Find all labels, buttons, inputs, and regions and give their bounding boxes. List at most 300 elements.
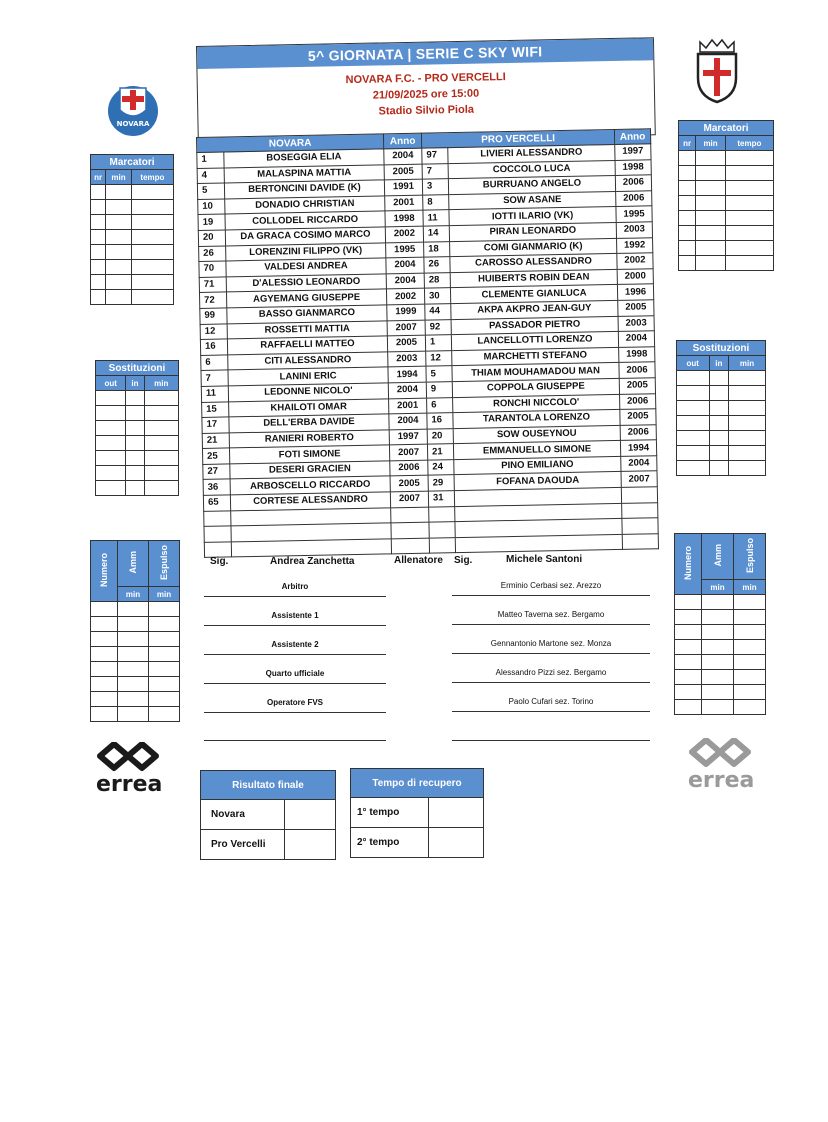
- empty-cell[interactable]: [144, 451, 178, 466]
- empty-cell[interactable]: [91, 200, 106, 215]
- home-player-year: 1999: [387, 304, 425, 320]
- final-result-box: [200, 770, 336, 860]
- home-player-number: 20: [198, 230, 225, 246]
- empty-cell[interactable]: [702, 670, 734, 685]
- empty-cell[interactable]: [149, 662, 180, 677]
- empty-cell[interactable]: [702, 700, 734, 715]
- away-player-number: 30: [424, 288, 450, 304]
- away-player-year: 2005: [619, 378, 655, 394]
- empty-row: [679, 226, 774, 241]
- away-player-year: 2006: [620, 393, 656, 409]
- empty-cell[interactable]: [696, 166, 725, 181]
- empty-cell[interactable]: [677, 461, 710, 476]
- empty-cell[interactable]: [677, 446, 710, 461]
- empty-cell[interactable]: [734, 640, 766, 655]
- away-player-year: [622, 502, 658, 518]
- home-player-year: 2007: [387, 320, 425, 336]
- away-player-year: 2003: [618, 315, 654, 331]
- home-player-year: 2004: [386, 257, 424, 273]
- novara-logo-label: NOVARA: [116, 120, 150, 128]
- home-player-year: 2005: [390, 476, 428, 492]
- away-cards-table: [674, 533, 766, 715]
- home-coach-name: Andrea Zanchetta: [270, 556, 355, 567]
- match-title: 5^ GIORNATA | SERIE C SKY WIFI: [197, 38, 653, 69]
- home-player-name: CORTESE ALESSANDRO: [230, 492, 390, 511]
- away-player-number: 26: [424, 257, 450, 273]
- official-role: Operatore FVS: [266, 698, 323, 707]
- match-venue: Stadio Silvio Piola: [378, 103, 475, 118]
- empty-row: [679, 256, 774, 271]
- empty-cell[interactable]: [702, 610, 734, 625]
- away-player-number: 24: [428, 459, 454, 475]
- home-player-name: COLLODEL RICCARDO: [225, 211, 385, 230]
- home-player-year: 1997: [389, 429, 427, 445]
- home-scorers-title: Marcatori: [91, 155, 174, 170]
- empty-cell[interactable]: [118, 692, 149, 707]
- home-player-number: [204, 526, 231, 542]
- empty-cell[interactable]: [709, 371, 729, 386]
- away-player-number: [429, 506, 455, 522]
- empty-cell[interactable]: [725, 151, 773, 166]
- empty-cell[interactable]: [144, 466, 178, 481]
- away-player-number: 44: [425, 304, 451, 320]
- empty-cell[interactable]: [709, 431, 729, 446]
- empty-cell[interactable]: [131, 275, 173, 290]
- home-scorers-table: [90, 154, 174, 305]
- empty-cell[interactable]: [106, 260, 132, 275]
- empty-cell[interactable]: [729, 386, 766, 401]
- empty-cell[interactable]: [729, 431, 766, 446]
- empty-cell[interactable]: [144, 436, 178, 451]
- empty-cell[interactable]: [91, 647, 118, 662]
- away-scorers-title: Marcatori: [679, 121, 774, 136]
- home-player-number: 15: [202, 401, 229, 417]
- home-player-year: 2004: [388, 382, 426, 398]
- empty-cell[interactable]: [696, 181, 725, 196]
- empty-cell[interactable]: [118, 617, 149, 632]
- empty-cell[interactable]: [729, 446, 766, 461]
- signature-line: [452, 740, 650, 741]
- away-player-year: [622, 534, 658, 550]
- away-player-name: LANCELLOTTI LORENZO: [451, 332, 618, 351]
- empty-cell[interactable]: [131, 230, 173, 245]
- empty-cell[interactable]: [696, 256, 725, 271]
- empty-row: [91, 647, 180, 662]
- empty-cell[interactable]: [91, 230, 106, 245]
- away-player-year: 1997: [615, 144, 651, 160]
- empty-cell[interactable]: [696, 241, 725, 256]
- home-player-name: LEDONNE NICOLO': [228, 383, 388, 402]
- signature-line: [452, 624, 650, 625]
- empty-cell[interactable]: [131, 200, 173, 215]
- empty-row: [675, 685, 766, 700]
- recovery-first-half: 1° tempo: [351, 798, 429, 828]
- home-player-name: LORENZINI FILIPPO (VK): [226, 242, 386, 261]
- away-player-number: 8: [423, 194, 449, 210]
- home-player-name: VALDESI ANDREA: [226, 258, 386, 277]
- home-player-number: 7: [201, 370, 228, 386]
- home-player-number: 4: [197, 168, 224, 184]
- home-year-header: Anno: [383, 133, 421, 149]
- signature-line: [204, 712, 386, 713]
- empty-cell[interactable]: [702, 655, 734, 670]
- empty-row: [91, 290, 174, 305]
- empty-cell[interactable]: [118, 677, 149, 692]
- empty-row: [91, 230, 174, 245]
- home-player-number: 71: [199, 277, 226, 293]
- col-amm: Amm: [712, 544, 723, 567]
- signature-line: [452, 653, 650, 654]
- empty-cell[interactable]: [734, 700, 766, 715]
- empty-cell[interactable]: [729, 416, 766, 431]
- empty-row: [96, 406, 179, 421]
- away-player-number: 9: [426, 382, 452, 398]
- empty-cell[interactable]: [675, 625, 702, 640]
- away-player-year: 2006: [616, 191, 652, 207]
- empty-cell[interactable]: [149, 707, 180, 722]
- away-team-header: PRO VERCELLI: [421, 129, 614, 148]
- empty-cell[interactable]: [91, 707, 118, 722]
- pro-vercelli-logo: [692, 38, 742, 104]
- col-espulso-min: min: [149, 587, 180, 602]
- empty-cell[interactable]: [91, 632, 118, 647]
- empty-cell[interactable]: [696, 211, 725, 226]
- empty-cell[interactable]: [675, 655, 702, 670]
- empty-cell[interactable]: [725, 226, 773, 241]
- away-player-year: 2006: [615, 175, 651, 191]
- errea-logo-left: [96, 742, 163, 800]
- empty-row: [679, 166, 774, 181]
- empty-cell[interactable]: [106, 185, 132, 200]
- away-player-number: 1: [425, 335, 451, 351]
- empty-cell[interactable]: [679, 181, 696, 196]
- empty-cell[interactable]: [91, 677, 118, 692]
- empty-cell[interactable]: [118, 707, 149, 722]
- away-player-year: [622, 518, 658, 534]
- empty-cell[interactable]: [149, 677, 180, 692]
- empty-cell[interactable]: [725, 181, 773, 196]
- final-result-home-score[interactable]: [285, 800, 336, 830]
- empty-row: [677, 371, 766, 386]
- home-player-number: 10: [198, 199, 225, 215]
- empty-cell[interactable]: [709, 446, 729, 461]
- home-player-year: 1991: [384, 179, 422, 195]
- empty-cell[interactable]: [675, 670, 702, 685]
- empty-cell[interactable]: [725, 241, 773, 256]
- empty-cell[interactable]: [734, 625, 766, 640]
- empty-cell[interactable]: [91, 260, 106, 275]
- official-role: Arbitro: [281, 582, 309, 591]
- empty-cell[interactable]: [729, 371, 766, 386]
- match-header: [196, 37, 656, 144]
- empty-cell[interactable]: [144, 421, 178, 436]
- empty-cell[interactable]: [729, 461, 766, 476]
- empty-cell[interactable]: [729, 401, 766, 416]
- empty-cell[interactable]: [675, 595, 702, 610]
- home-player-name: KHAILOTI OMAR: [229, 398, 389, 417]
- away-player-year: 2006: [619, 362, 655, 378]
- empty-cell[interactable]: [734, 595, 766, 610]
- empty-cell[interactable]: [734, 670, 766, 685]
- empty-cell[interactable]: [144, 391, 178, 406]
- empty-row: [679, 181, 774, 196]
- empty-cell[interactable]: [96, 406, 126, 421]
- empty-cell[interactable]: [709, 461, 729, 476]
- empty-cell[interactable]: [725, 196, 773, 211]
- empty-cell[interactable]: [131, 215, 173, 230]
- home-player-number: 36: [203, 479, 230, 495]
- empty-cell[interactable]: [677, 416, 710, 431]
- home-player-number: 19: [198, 214, 225, 230]
- empty-cell[interactable]: [675, 685, 702, 700]
- empty-cell[interactable]: [131, 245, 173, 260]
- empty-cell[interactable]: [677, 386, 710, 401]
- empty-row: [96, 451, 179, 466]
- empty-row: [91, 185, 174, 200]
- recovery-second-half-value[interactable]: [429, 828, 484, 858]
- empty-cell[interactable]: [96, 481, 126, 496]
- empty-cell[interactable]: [144, 406, 178, 421]
- empty-cell[interactable]: [91, 215, 106, 230]
- home-player-year: [391, 507, 429, 523]
- col-amm: Amm: [128, 551, 138, 574]
- empty-cell[interactable]: [131, 260, 173, 275]
- signature-line: [452, 682, 650, 683]
- home-player-number: 65: [203, 495, 230, 511]
- empty-cell[interactable]: [734, 610, 766, 625]
- away-subs-title: Sostituzioni: [677, 341, 766, 356]
- away-player-name: RONCHI NICCOLO': [453, 394, 620, 413]
- col-espulso: Espulso: [159, 544, 169, 580]
- away-player-year: 1996: [617, 284, 653, 300]
- empty-cell[interactable]: [91, 275, 106, 290]
- away-player-name: BURRUANO ANGELO: [448, 176, 615, 195]
- away-player-number: 97: [422, 148, 448, 164]
- home-cards-table: [90, 540, 180, 722]
- empty-cell[interactable]: [126, 481, 144, 496]
- empty-cell[interactable]: [734, 655, 766, 670]
- signature-line: [452, 711, 650, 712]
- empty-cell[interactable]: [725, 166, 773, 181]
- home-player-year: 1998: [385, 211, 423, 227]
- empty-cell[interactable]: [679, 256, 696, 271]
- away-player-name: TARANTOLA LORENZO: [453, 410, 620, 429]
- col-nr: nr: [91, 170, 106, 185]
- officials-section: [204, 550, 654, 746]
- home-player-name: CITI ALESSANDRO: [228, 352, 388, 371]
- empty-cell[interactable]: [131, 290, 173, 305]
- away-player-year: 1995: [616, 206, 652, 222]
- empty-cell[interactable]: [679, 166, 696, 181]
- empty-cell[interactable]: [91, 245, 106, 260]
- empty-cell[interactable]: [106, 200, 132, 215]
- empty-cell[interactable]: [106, 275, 132, 290]
- empty-cell[interactable]: [149, 647, 180, 662]
- empty-cell[interactable]: [725, 211, 773, 226]
- empty-cell[interactable]: [679, 151, 696, 166]
- home-player-number: 72: [199, 292, 226, 308]
- away-player-number: 3: [422, 179, 448, 195]
- final-result-home: Novara: [201, 800, 285, 830]
- empty-cell[interactable]: [709, 386, 729, 401]
- empty-cell[interactable]: [677, 401, 710, 416]
- signature-line: [452, 595, 650, 596]
- away-subs-table: [676, 340, 766, 476]
- col-out: out: [96, 376, 126, 391]
- empty-cell[interactable]: [106, 290, 132, 305]
- empty-cell[interactable]: [149, 632, 180, 647]
- empty-cell[interactable]: [144, 481, 178, 496]
- empty-cell[interactable]: [126, 466, 144, 481]
- final-result-away-score[interactable]: [285, 830, 336, 860]
- home-player-name: DESERI GRACIEN: [230, 461, 390, 480]
- empty-cell[interactable]: [91, 692, 118, 707]
- home-player-name: FOTI SIMONE: [229, 445, 389, 464]
- recovery-second-half: 2° tempo: [351, 828, 429, 858]
- empty-cell[interactable]: [91, 185, 106, 200]
- empty-row: [675, 700, 766, 715]
- empty-row: [675, 655, 766, 670]
- away-player-number: 18: [424, 241, 450, 257]
- home-player-year: 1995: [386, 242, 424, 258]
- recovery-first-half-value[interactable]: [429, 798, 484, 828]
- empty-cell[interactable]: [702, 640, 734, 655]
- empty-cell[interactable]: [677, 431, 710, 446]
- empty-cell[interactable]: [696, 196, 725, 211]
- signature-line: [204, 740, 386, 741]
- empty-row: [91, 617, 180, 632]
- away-player-name: CAROSSO ALESSANDRO: [450, 254, 617, 273]
- col-tempo: tempo: [131, 170, 173, 185]
- empty-row: [677, 401, 766, 416]
- empty-row: [91, 245, 174, 260]
- away-player-name: COCCOLO LUCA: [448, 160, 615, 179]
- empty-cell[interactable]: [679, 196, 696, 211]
- away-sig-label: Sig.: [454, 555, 473, 566]
- col-min: min: [729, 356, 766, 371]
- empty-cell[interactable]: [702, 625, 734, 640]
- away-player-name: COMI GIANMARIO (K): [450, 238, 617, 257]
- empty-cell[interactable]: [679, 211, 696, 226]
- empty-cell[interactable]: [118, 632, 149, 647]
- away-player-year: 2004: [621, 456, 657, 472]
- empty-cell[interactable]: [677, 371, 710, 386]
- empty-cell[interactable]: [149, 617, 180, 632]
- empty-cell[interactable]: [118, 662, 149, 677]
- empty-cell[interactable]: [131, 185, 173, 200]
- empty-cell[interactable]: [96, 451, 126, 466]
- coach-label: Allenatore: [394, 555, 443, 566]
- empty-cell[interactable]: [126, 391, 144, 406]
- home-player-name: ARBOSCELLO RICCARDO: [230, 476, 390, 495]
- empty-cell[interactable]: [709, 401, 729, 416]
- empty-cell[interactable]: [149, 692, 180, 707]
- empty-cell[interactable]: [696, 226, 725, 241]
- empty-row: [675, 625, 766, 640]
- empty-cell[interactable]: [96, 391, 126, 406]
- novara-logo: [106, 80, 160, 138]
- empty-cell[interactable]: [702, 595, 734, 610]
- empty-cell[interactable]: [734, 685, 766, 700]
- home-player-name: DA GRACA COSIMO MARCO: [225, 227, 385, 246]
- empty-cell[interactable]: [106, 230, 132, 245]
- empty-cell[interactable]: [725, 256, 773, 271]
- empty-cell[interactable]: [675, 700, 702, 715]
- home-player-year: 2007: [390, 491, 428, 507]
- away-player-number: 6: [427, 397, 453, 413]
- home-player-year: 1994: [388, 366, 426, 382]
- empty-cell[interactable]: [96, 466, 126, 481]
- match-datetime: 21/09/2025 ore 15:00: [372, 87, 480, 102]
- empty-cell[interactable]: [106, 245, 132, 260]
- home-player-year: 2002: [386, 288, 424, 304]
- home-player-name: DONADIO CHRISTIAN: [225, 196, 385, 215]
- empty-cell[interactable]: [118, 602, 149, 617]
- col-in: in: [709, 356, 729, 371]
- empty-cell[interactable]: [96, 436, 126, 451]
- empty-cell[interactable]: [106, 215, 132, 230]
- empty-cell[interactable]: [149, 602, 180, 617]
- empty-row: [96, 466, 179, 481]
- empty-cell[interactable]: [709, 416, 729, 431]
- col-in: in: [126, 376, 144, 391]
- home-player-year: 2002: [385, 226, 423, 242]
- empty-row: [91, 632, 180, 647]
- away-player-number: 29: [428, 475, 454, 491]
- away-player-year: 2003: [616, 222, 652, 238]
- empty-cell[interactable]: [118, 647, 149, 662]
- home-player-number: 16: [200, 339, 227, 355]
- away-player-year: 2002: [617, 253, 653, 269]
- away-player-name: SOW ASANE: [449, 191, 616, 210]
- home-player-year: 2001: [389, 398, 427, 414]
- empty-cell[interactable]: [126, 436, 144, 451]
- home-player-name: ROSSETTI MATTIA: [227, 320, 387, 339]
- empty-cell[interactable]: [679, 226, 696, 241]
- empty-cell[interactable]: [126, 421, 144, 436]
- empty-cell[interactable]: [91, 617, 118, 632]
- home-player-name: RANIERI ROBERTO: [229, 430, 389, 449]
- away-player-number: 12: [426, 350, 452, 366]
- empty-cell[interactable]: [675, 610, 702, 625]
- home-player-number: 11: [201, 386, 228, 402]
- empty-cell[interactable]: [675, 640, 702, 655]
- home-sig-label: Sig.: [210, 556, 229, 567]
- empty-cell[interactable]: [126, 406, 144, 421]
- home-player-year: [391, 522, 429, 538]
- away-player-number: 7: [422, 163, 448, 179]
- empty-row: [679, 241, 774, 256]
- empty-cell[interactable]: [696, 151, 725, 166]
- away-player-year: 2005: [620, 409, 656, 425]
- empty-cell[interactable]: [702, 685, 734, 700]
- home-player-number: 27: [203, 464, 230, 480]
- away-year-header: Anno: [614, 129, 650, 145]
- empty-row: [91, 707, 180, 722]
- home-player-name: DELL'ERBA DAVIDE: [229, 414, 389, 433]
- empty-cell[interactable]: [91, 290, 106, 305]
- home-player-year: 2004: [389, 413, 427, 429]
- empty-cell[interactable]: [126, 451, 144, 466]
- empty-cell[interactable]: [91, 662, 118, 677]
- away-player-number: 5: [426, 366, 452, 382]
- home-subs-title: Sostituzioni: [96, 361, 179, 376]
- empty-cell[interactable]: [91, 602, 118, 617]
- signature-line: [204, 654, 386, 655]
- empty-cell[interactable]: [679, 241, 696, 256]
- empty-cell[interactable]: [96, 421, 126, 436]
- official-role: Assistente 1: [271, 611, 319, 620]
